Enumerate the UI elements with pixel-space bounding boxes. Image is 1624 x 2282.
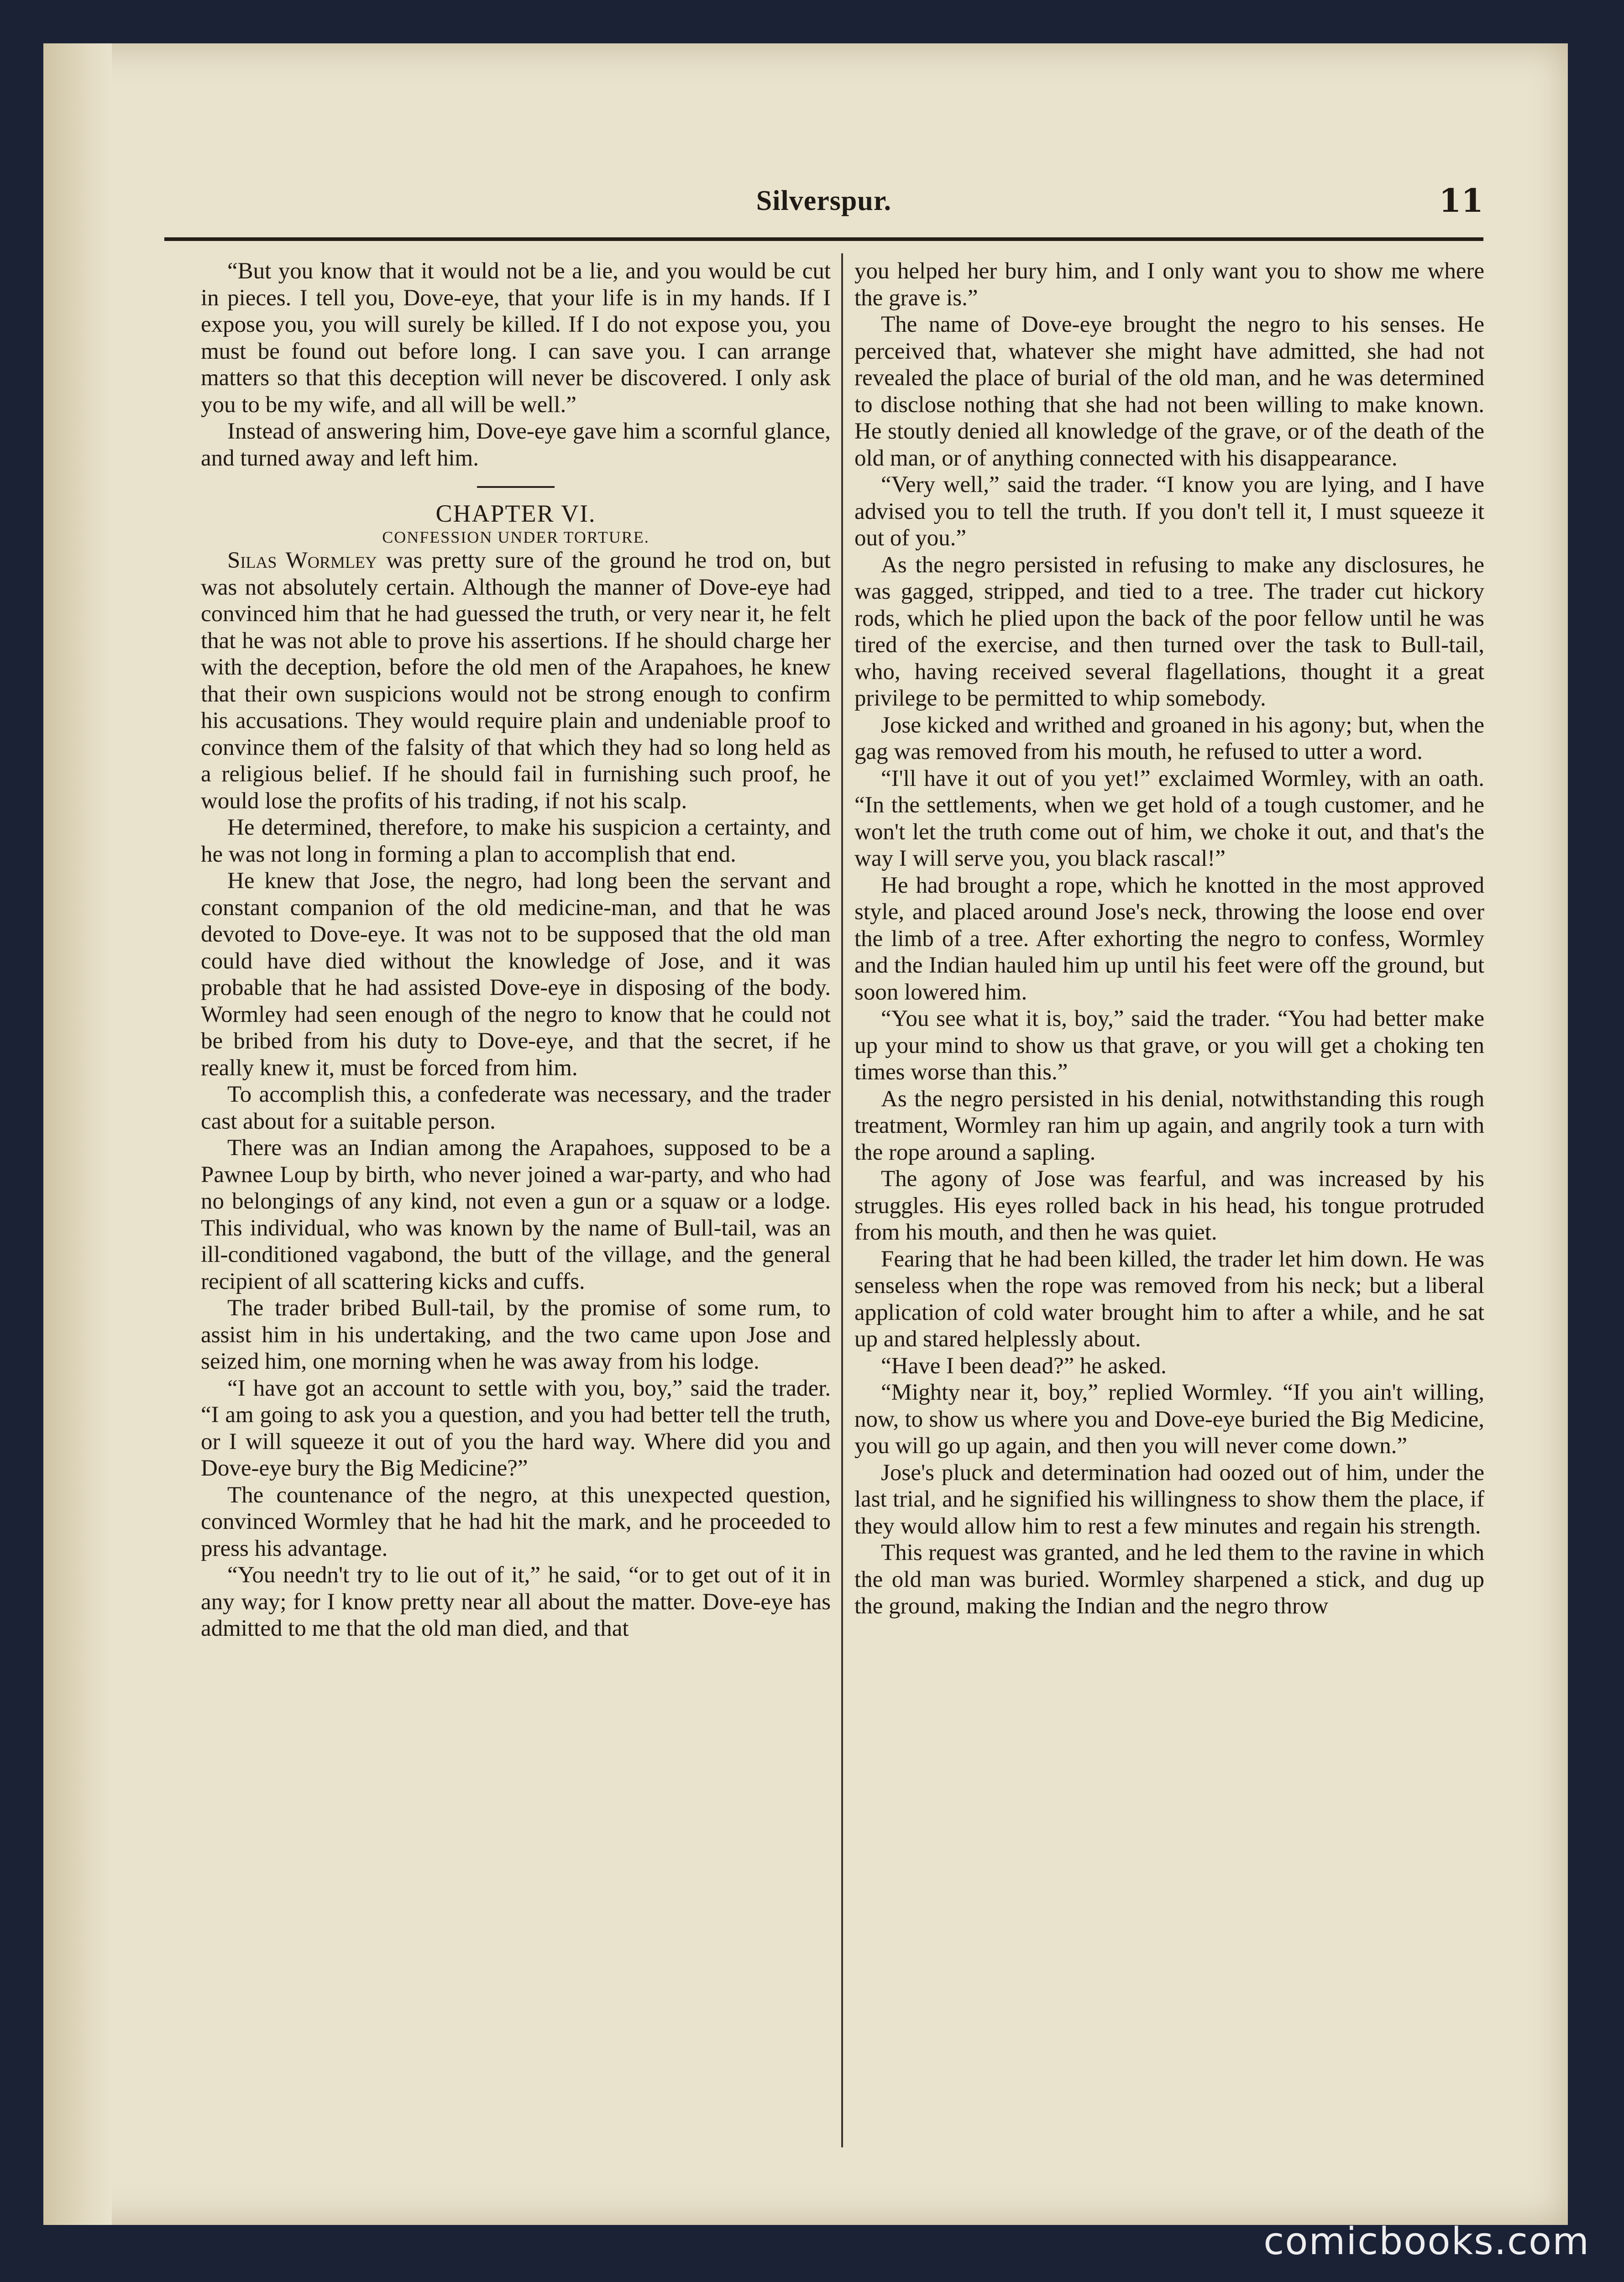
paragraph: This request was granted, and he led them to the ravine in which the old man was buried. Wormley sharpened a stick, and dug up the ground, making the Indian and the negro throw bbox=[854, 1540, 1484, 1619]
paragraph: “But you know that it would not be a lie, and you would be cut in pieces. I tell you, Dove-eye, that your life is in my hands. If I expose you, you will surely be killed. If I do not expose you, you must be found out before long. I can save you. I can arrange matters so that this deception will never be discovered. I only ask you to be my wife, and all will be well.” bbox=[201, 258, 831, 418]
left-column bbox=[201, 258, 831, 1642]
column-divider bbox=[841, 253, 843, 2147]
paragraph: As the negro persisted in refusing to make any disclosures, he was gagged, stripped, and tied to a tree. The trader cut hickory rods, which he plied upon the back of the poor fellow until he was tired of the exercise, and then turned over the task to Bull-tail, who, having received several flagellations, thought it a great privilege to be permitted to whip somebody. bbox=[854, 552, 1484, 711]
paragraph: “I have got an account to settle with you, boy,” said the trader. “I am going to ask you a question, and you had better tell the truth, or I will squeeze it out of you the hard way. Where did you and Dove-eye bury the Big Medicine?” bbox=[201, 1375, 831, 1481]
paragraph: “I'll have it out of you yet!” exclaimed Wormley, with an oath. “In the settlements, when we get hold of a tough customer, and he won't let the truth come out of him, we choke it out, and that's the way I will serve you, you black rascal!” bbox=[854, 765, 1484, 871]
paragraph: The name of Dove-eye brought the negro to his senses. He perceived that, whatever she might have admitted, she had not revealed the place of burial of the old man, and he was determined to disclose nothing that she had not been willing to make known. He stoutly denied all knowledge of the grave, or of the death of the old man, or of anything connected with his disappearance. bbox=[854, 312, 1484, 471]
paragraph: Instead of answering him, Dove-eye gave him a scornful glance, and turned away and left him. bbox=[201, 419, 831, 471]
paragraph: The countenance of the negro, at this unexpected question, convinced Wormley that he had hit the mark, and he proceeded to press his advantage. bbox=[201, 1482, 831, 1561]
paragraph: Fearing that he had been killed, the trader let him down. He was senseless when the rope was removed from his neck; but a liberal application of cold water brought him to after a while, and he sat up and stared helplessly about. bbox=[854, 1246, 1484, 1352]
paragraph: He had brought a rope, which he knotted in the most approved style, and placed around Jose's neck, throwing the loose end over the limb of a tree. After exhorting the negro to confess, Wormley and the Indian hauled him up until his feet were off the ground, but soon lowered him. bbox=[854, 872, 1484, 1005]
chapter-title: CHAPTER VI. bbox=[435, 500, 596, 527]
paragraph: The agony of Jose was fearful, and was increased by his struggles. His eyes rolled back in his head, his tongue protruded from his mouth, and then he was quiet. bbox=[854, 1166, 1484, 1245]
book-spine bbox=[43, 43, 112, 2225]
running-head bbox=[164, 137, 1483, 228]
paragraph: He determined, therefore, to make his suspicion a certainty, and he was not long in forming a plan to accomplish that end. bbox=[201, 815, 831, 867]
paragraph: To accomplish this, a confederate was necessary, and the trader cast about for a suitable person. bbox=[201, 1082, 831, 1134]
chapter-subtitle: CONFESSION UNDER TORTURE. bbox=[382, 528, 650, 546]
lead-in: Silas Wormley bbox=[227, 548, 377, 573]
paragraph: “You see what it is, boy,” said the trader. “You had better make up your mind to show us that grave, or you will get a choking ten times worse than this.” bbox=[854, 1006, 1484, 1085]
paragraph: Jose kicked and writhed and groaned in his agony; but, when the gag was removed from his mouth, he refused to utter a word. bbox=[854, 712, 1484, 764]
paragraph: The trader bribed Bull-tail, by the promise of some rum, to assist him in his undertaking, and the two came upon Jose and seized him, one morning when he was away from his lodge. bbox=[201, 1295, 831, 1374]
paragraph bbox=[201, 547, 831, 814]
paragraph: Jose's pluck and determination had oozed out of him, under the last trial, and he signified his willingness to show them the place, if they would allow him to rest a few minutes and regain his strength. bbox=[854, 1460, 1484, 1539]
paragraph-body: was pretty sure of the ground he trod on, but was not absolutely certain. Although the manner of Dove-eye had convinced him that he had guessed the truth, or very near it, he felt that he was not able to prove his assertions. If he should charge her with the deception, before the old men of the Arapahoes, he knew that their own suspicions would not be strong enough to confirm his accusations. They would require plain and undeniable proof to convince them of the falsity of that which they had so long held as a religious belief. If he should fail in furnishing such proof, he would lose the profits of his trading, if not his scalp. bbox=[201, 548, 831, 814]
paragraph: “Have I been dead?” he asked. bbox=[881, 1353, 1167, 1379]
right-column bbox=[854, 258, 1484, 1620]
header-rule bbox=[164, 237, 1483, 241]
paragraph: you helped her bury him, and I only want you to show me where the grave is.” bbox=[854, 258, 1484, 311]
paragraph: As the negro persisted in his denial, notwithstanding this rough treatment, Wormley ran him up again, and angrily took a turn with the rope around a sapling. bbox=[854, 1086, 1484, 1165]
paragraph: He knew that Jose, the negro, had long been the servant and constant companion of the old medicine-man, and that he was devoted to Dove-eye. It was not to be supposed that the old man could have died without the knowledge of Jose, and it was probable that he had assisted Dove-eye in disposing of the body. Wormley had seen enough of the negro to know that he could not be bribed from his duty to Dove-eye, and that the secret, if he really knew it, must be forced from him. bbox=[201, 868, 831, 1081]
paragraph: “Very well,” said the trader. “I know you are lying, and I have advised you to tell the truth. If you don't tell it, I must squeeze it out of you.” bbox=[854, 472, 1484, 551]
watermark: comicbooks.com bbox=[1263, 2220, 1590, 2263]
page-title: Silverspur. bbox=[756, 185, 892, 216]
paragraph: “Mighty near it, boy,” replied Wormley. “If you ain't willing, now, to show us where you and Dove-eye buried the Big Medicine, you will go up again, and then you will never come down.” bbox=[854, 1380, 1484, 1459]
paragraph: There was an Indian among the Arapahoes, supposed to be a Pawnee Loup by birth, who never joined a war-party, and who had no belongings of any kind, not even a gun or a squaw or a lodge. This individual, who was known by the name of Bull-tail, was an ill-conditioned vagabond, the butt of the village, and the general recipient of all scattering kicks and cuffs. bbox=[201, 1135, 831, 1294]
chapter-rule bbox=[477, 486, 555, 488]
paragraph: “You needn't try to lie out of it,” he said, “or to get out of it in any way; for I know pretty near all about the matter. Dove-eye has admitted to me that the old man died, and that bbox=[201, 1562, 831, 1641]
page-number: 11 bbox=[1439, 182, 1483, 220]
